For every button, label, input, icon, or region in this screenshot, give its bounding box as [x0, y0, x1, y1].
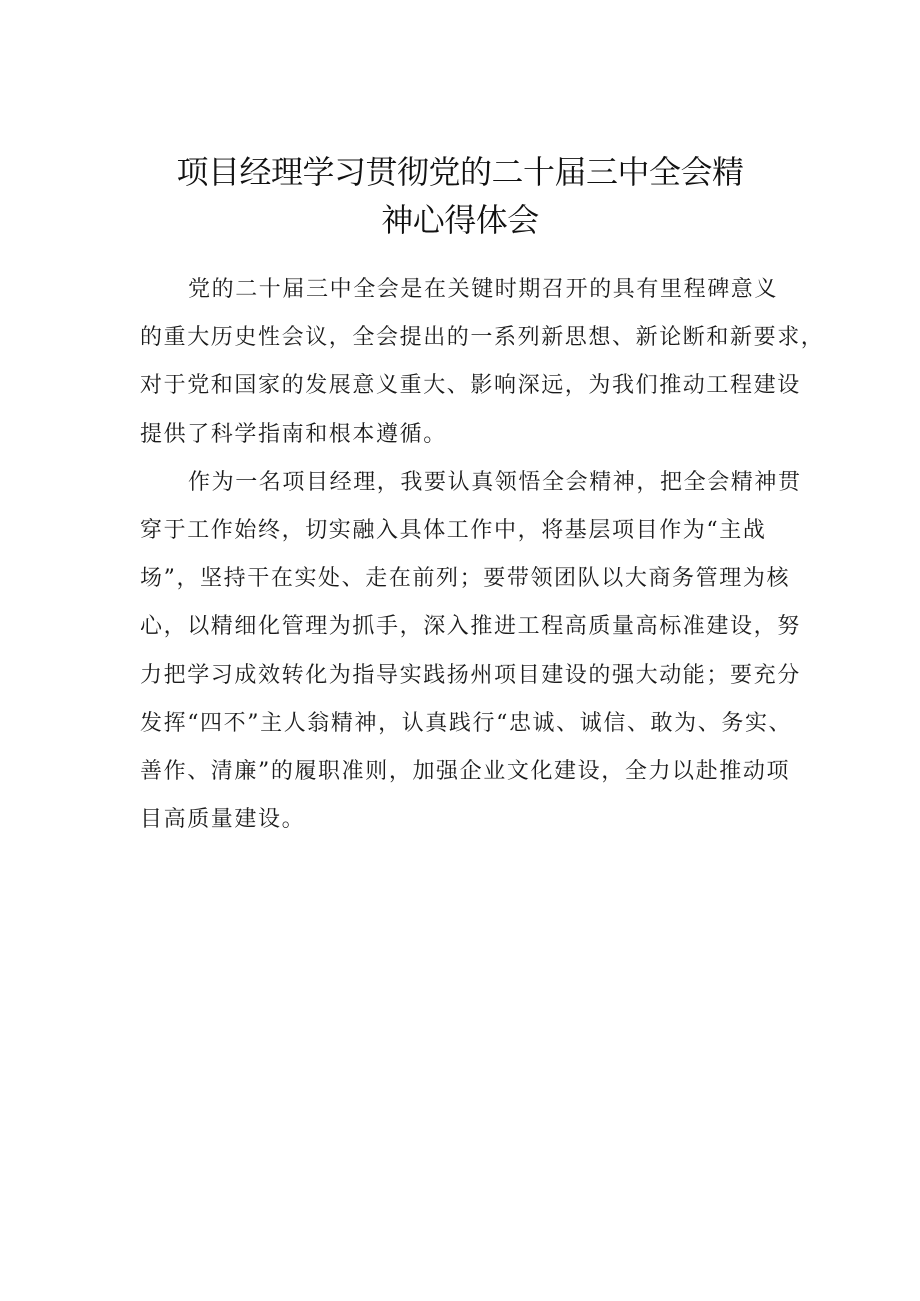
document-body	[140, 266, 825, 844]
paragraph-line: 党的二十届三中全会是在关键时期召开的具有里程碑意义	[188, 277, 779, 302]
paragraph-line: 目高质量建设。	[140, 807, 306, 833]
paragraph-line: 场”，坚持干在实处、走在前列；要带领团队以大商务管理为核	[140, 566, 791, 592]
paragraph-line: 对于党和国家的发展意义重大、影响深远，为我们推动工程建设	[140, 373, 801, 399]
paragraph-line: 善作、清廉”的履职准则，加强企业文化建设，全力以赴推动项	[140, 759, 791, 785]
paragraph-line: 穿于工作始终，切实融入具体工作中，将基层项目作为“主战	[140, 518, 767, 544]
paragraph-line: 的重大历史性会议，全会提出的一系列新思想、新论断和新要求，	[140, 325, 825, 351]
document-title	[130, 148, 790, 244]
paragraph-line: 力把学习成效转化为指导实践扬州项目建设的强大动能；要充分	[140, 662, 801, 688]
title-line: 项目经理学习贯彻党的二十届三中全会精	[176, 153, 744, 191]
paragraph-line: 心，以精细化管理为抓手，深入推进工程高质量高标准建设，努	[140, 614, 801, 640]
paragraph-2	[140, 459, 802, 845]
paragraph-line: 提供了科学指南和根本遵循。	[140, 421, 447, 447]
title-line: 神心得体会	[381, 201, 539, 239]
paragraph-1	[140, 266, 825, 459]
paragraph-line: 作为一名项目经理，我要认真领悟全会精神，把全会精神贯	[188, 469, 802, 495]
paragraph-line: 发挥“四不”主人翁精神，认真践行“忠诚、诚信、敢为、务实、	[140, 710, 793, 736]
